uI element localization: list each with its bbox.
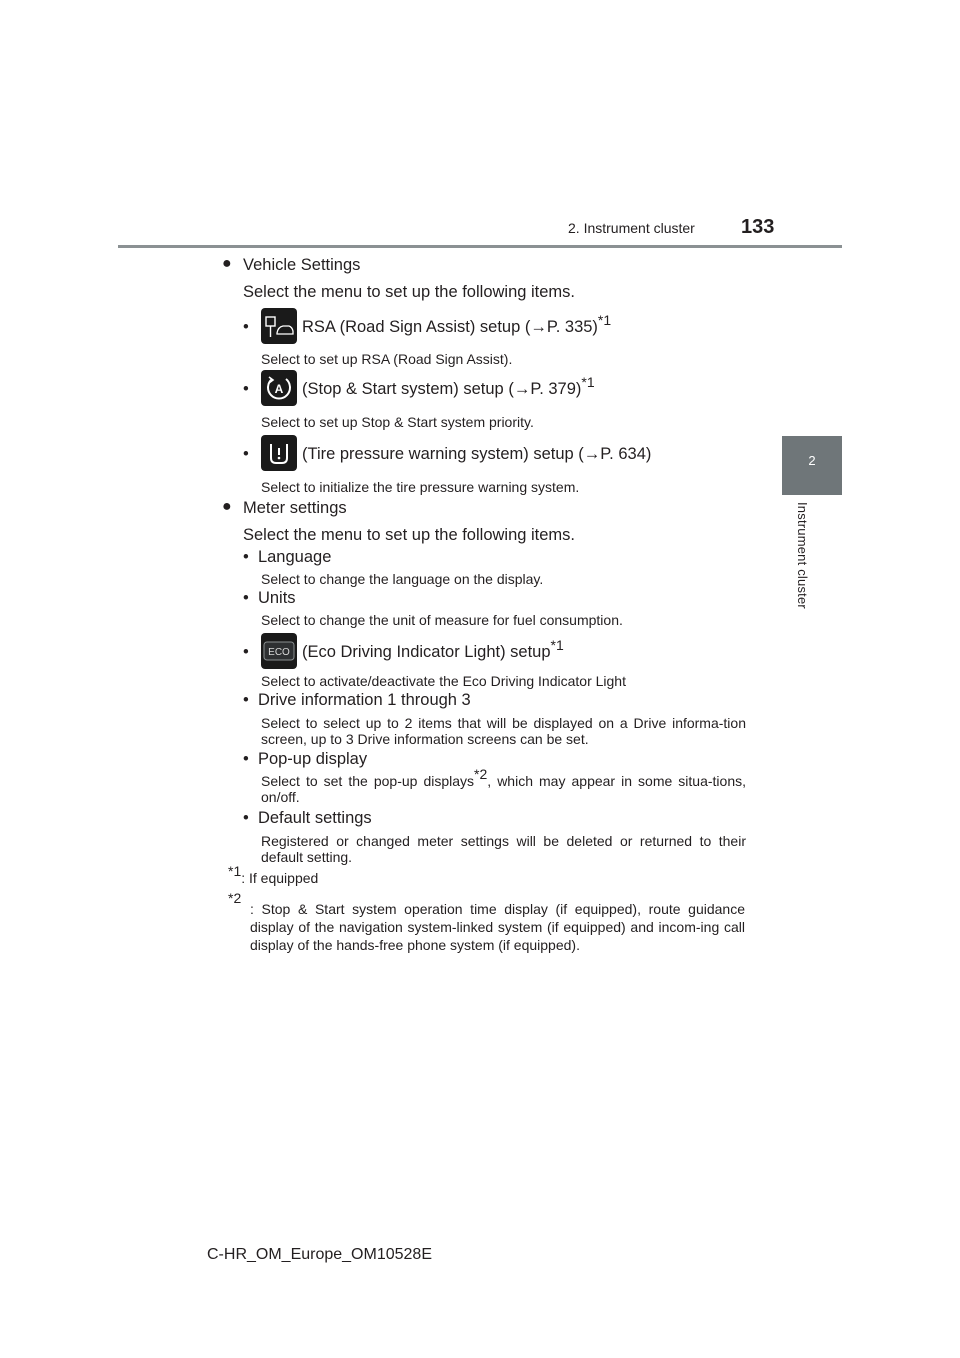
svg-text:ECO: ECO [268,647,290,658]
eco-indicator-icon [261,633,297,669]
section-title: 2. Instrument cluster [568,220,695,236]
chapter-number: 2 [808,453,816,468]
page-number: 133 [741,216,775,238]
vehicle-settings-intro: Select the menu to set up the following items. [243,283,576,301]
tire-pressure-setup-desc: Select to initialize the tire pressure warning system. [261,479,580,495]
header-divider [118,245,842,248]
chapter-tab[interactable] [782,436,842,495]
bullet-circle-icon: ● [222,255,232,272]
eco-setup-label: (Eco Driving Indicator Light) setup$^{*1}$ [302,637,564,661]
rsa-sign-icon [261,308,297,344]
eco-setup-desc: Select to activate/deactivate the Eco Driving Indicator Light [261,673,626,689]
units-desc: Select to change the unit of measure for fuel consumption. [261,612,623,628]
footnote-2-mark: *2 [228,890,242,906]
footnote-1: $^{*1}$: If equipped [228,863,319,886]
tire-pressure-icon [261,435,297,471]
list-bullet: • [243,318,249,336]
svg-text:A: A [274,382,284,396]
list-item-drive-info: • Drive information 1 through 3 [243,691,471,709]
default-desc: Registered or changed meter settings will be deleted or returned to their default setting. [261,833,746,865]
stop-start-icon [261,370,297,406]
footnote-2-text: : Stop & Start system operation time display (if equipped), route guidance display of the navigation system-linked system (if equipped) and incom-ing call display of the hands-free phone system (if equipped). [250,901,745,953]
meter-settings-intro: Select the menu to set up the following items. [243,526,576,544]
bullet-circle-icon: ● [222,498,232,515]
list-item-default: • Default settings [243,809,372,827]
meter-settings-heading: Meter settings [243,499,347,517]
language-desc: Select to change the language on the display. [261,571,544,587]
stop-start-setup-desc: Select to set up Stop & Start system priority. [261,414,534,430]
rsa-setup-desc: Select to set up RSA (Road Sign Assist). [261,351,513,367]
list-item-language: • Language [243,548,332,566]
chapter-label: Instrument cluster [795,502,810,609]
list-bullet: • [243,445,249,463]
tire-pressure-setup-label: (Tire pressure warning system) setup (→P. 634) [302,445,652,463]
rsa-setup-label: RSA (Road Sign Assist) setup (→P. 335)$^{*1}$ [302,312,612,336]
document-id: C-HR_OM_Europe_OM10528E [207,1246,432,1263]
drive-info-desc: Select to select up to 2 items that will be displayed on a Drive informa-tion screen, up to 3 Drive information screens can be set. [261,715,746,747]
list-bullet: • [243,380,249,398]
list-item-popup: • Pop-up display [243,750,368,768]
vehicle-settings-heading: Vehicle Settings [243,256,361,274]
list-bullet: • [243,643,249,661]
stop-start-setup-label: (Stop & Start system) setup (→P. 379)$^{*1}$ [302,374,595,398]
popup-desc: Select to set the pop-up displays$^{*2}$, which may appear in some situa-tions, on/off. [261,766,747,805]
list-item-units: • Units [243,589,296,607]
